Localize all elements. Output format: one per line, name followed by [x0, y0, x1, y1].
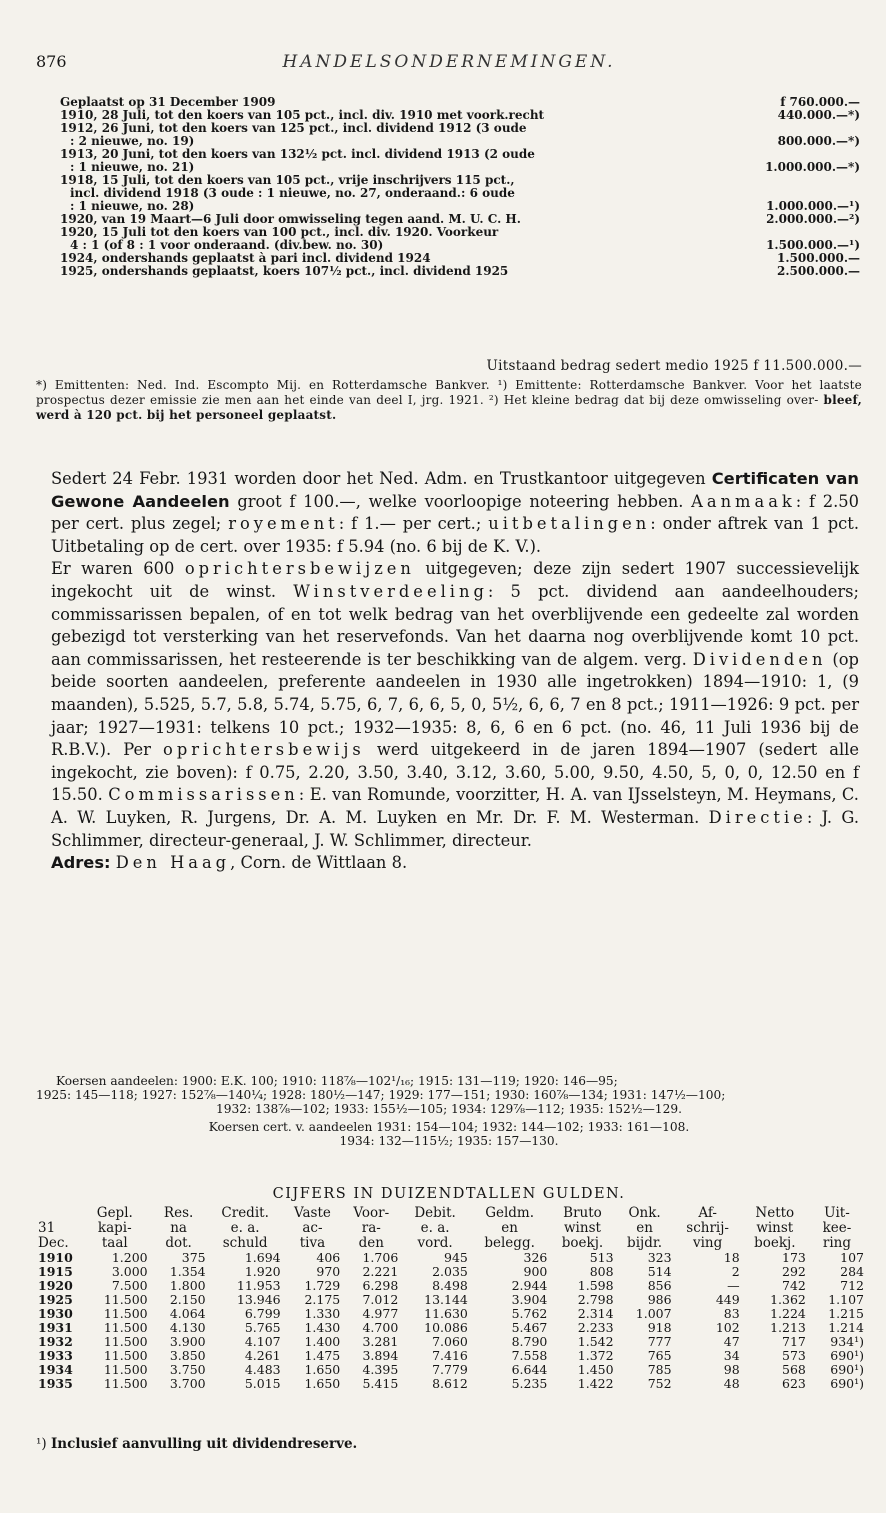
table-header-cell: ra- [361, 1220, 381, 1236]
table-cell: 1.330 [304, 1306, 341, 1321]
table-cell: 11.500 [103, 1334, 148, 1349]
table-header-cell: schuld [222, 1235, 268, 1251]
table-row [36, 1363, 866, 1377]
cijfers-title: CIJFERS IN DUIZENDTALLEN GULDEN. [272, 1186, 626, 1202]
table-cell: 48 [723, 1376, 740, 1391]
table-cell: 7.416 [432, 1348, 468, 1363]
table-header-cell: Vaste [294, 1205, 331, 1221]
history-row [60, 265, 860, 278]
page-header [36, 52, 862, 76]
table-cell: 690¹) [830, 1376, 864, 1391]
term-aanmaak: Aanmaak [691, 491, 796, 511]
table-cell: 3.894 [362, 1348, 399, 1363]
footnote-text: Inclusief aanvulling uit dividendreserve. [50, 1436, 358, 1452]
table-header-cell: ring [822, 1235, 851, 1251]
table-cell: 3.850 [169, 1348, 206, 1363]
term-uitbetalingen: uitbetalingen [488, 514, 651, 534]
history-amount: 1.500.000.— [777, 251, 860, 265]
table-cell: 1.800 [169, 1278, 206, 1293]
table-cell: 5.762 [511, 1306, 548, 1321]
body-text [51, 468, 859, 875]
history-row [60, 174, 860, 187]
table-row [36, 1265, 866, 1279]
table-cell: 945 [444, 1250, 468, 1265]
table-cell: 4.064 [169, 1306, 206, 1321]
text-run: : 5 pct. dividend aan aandeelhouders; commissarissen bepalen, of en tot welk bedrag van het overblijvende een gedeelte zal worden gebezigd tot versterking van het reservefonds. Van het daarna nog overblijvende komt 10 pct. aan commissarissen, het resteerende is ter beschikking van de algem. verg. [51, 581, 859, 669]
term-dividenden: Dividenden [692, 649, 827, 669]
table-header-cell: Credit. [221, 1205, 269, 1221]
table-year-cell: 1935 [38, 1376, 73, 1391]
table-cell: 5.235 [511, 1376, 548, 1391]
history-text: Geplaatst op 31 December 1909 [60, 96, 276, 109]
text-run: : f 2.50 per cert. plus zegel; [51, 491, 859, 534]
history-row [60, 252, 860, 265]
table-header-cell: ac- [302, 1220, 323, 1236]
table-cell: 8.612 [432, 1376, 468, 1391]
table-cell: 1.542 [577, 1334, 614, 1349]
history-text: 1925, ondershands geplaatst, koers 107½ pct., incl. dividend 1925 [60, 265, 509, 278]
table-cell: 11.500 [103, 1292, 148, 1307]
table-cell: 3.000 [111, 1264, 148, 1279]
history-row [60, 122, 860, 135]
table-cell: 13.144 [424, 1292, 468, 1307]
table-cell: 752 [647, 1376, 672, 1391]
koersen-line: 1932: 138⅞—102; 1933: 155½—105; 1934: 129⅞—112; 1935: 152½—129. [216, 1102, 682, 1116]
table-cell: 18 [723, 1250, 740, 1265]
table-cell: 3.700 [169, 1376, 206, 1391]
table-header-cell: winst [564, 1220, 601, 1236]
table-year-cell: 1920 [38, 1278, 73, 1293]
koersen-line: 1925: 145—118; 1927: 152⅞—140¼; 1928: 180½—147; 1929: 177—151; 1930: 160⅞—134; 1931: 147½—100; [36, 1088, 726, 1102]
table-header-cell: e. a. [230, 1220, 260, 1236]
table-cell: 11.500 [103, 1306, 148, 1321]
table-cell: 1.354 [169, 1264, 206, 1279]
table-header-row [36, 1236, 866, 1251]
table-header-cell: e. a. [420, 1220, 450, 1236]
table-cell: 449 [715, 1292, 740, 1307]
table-cell: 785 [647, 1362, 672, 1377]
table-cell: 1.224 [770, 1306, 806, 1321]
footnote-text-bold: bleef, werd à 120 pct. bij het personeel geplaatst. [36, 393, 862, 422]
running-title: HANDELSONDERNEMINGEN. [282, 52, 616, 72]
table-cell: 2 [731, 1264, 740, 1279]
table-cell: 10.086 [424, 1320, 468, 1335]
history-text: 1913, 20 Juni, tot den koers van 132½ pct. incl. dividend 1913 (2 oude [60, 148, 535, 161]
table-cell: 13.946 [236, 1292, 281, 1307]
table-cell: 102 [715, 1320, 740, 1335]
table-year-cell: 1931 [38, 1320, 73, 1335]
table-cell: 4.977 [362, 1306, 399, 1321]
table-header-cell: Geldm. [485, 1205, 535, 1221]
text-run: uitgegeven; deze zijn sedert 1907 successievelijk ingekocht uit de winst. [51, 559, 859, 601]
table-cell: 4.483 [244, 1362, 281, 1377]
table-cell: 777 [647, 1334, 672, 1349]
outstanding-amount: Uitstaand bedrag sedert medio 1925 f 11.500.000.— [486, 358, 862, 374]
table-cell: 1.214 [828, 1320, 864, 1335]
table-cell: 284 [840, 1264, 864, 1279]
table-cell: 712 [840, 1278, 864, 1293]
table-cell: 6.799 [244, 1306, 281, 1321]
history-text: 1924, ondershands geplaatst à pari incl. dividend 1924 [60, 252, 431, 265]
table-cell: 173 [782, 1250, 806, 1265]
table-cell: 1.215 [828, 1306, 864, 1321]
table-header-cell: Onk. [628, 1205, 661, 1221]
table-cell: 970 [316, 1264, 341, 1279]
table-cell: 1.430 [304, 1320, 341, 1335]
table-cell: 4.130 [169, 1320, 206, 1335]
table-header-cell: Dec. [38, 1235, 69, 1251]
table-cell: 918 [647, 1320, 672, 1335]
history-row [60, 161, 860, 174]
table-cell: 808 [589, 1264, 614, 1279]
text-run: Er waren 600 [51, 559, 185, 579]
table-cell: 7.558 [511, 1348, 548, 1363]
table-cell: 1.694 [244, 1250, 281, 1265]
table-header-cell: vord. [417, 1235, 453, 1251]
footnote-emittenten [36, 378, 862, 423]
table-cell: 1.107 [828, 1292, 864, 1307]
table-cell: 1.422 [577, 1376, 614, 1391]
history-text: incl. dividend 1918 (3 oude : 1 nieuwe, no. 27, onderaand.: 6 oude [70, 187, 515, 200]
table-row [36, 1377, 866, 1391]
table-row [36, 1251, 866, 1265]
table-cell: 568 [782, 1362, 806, 1377]
table-header-row [36, 1221, 866, 1236]
table-cell: 11.500 [103, 1362, 148, 1377]
table-cell: 4.395 [362, 1362, 399, 1377]
history-row [60, 109, 860, 122]
history-amount: 2.500.000.— [777, 264, 860, 278]
table-row [36, 1293, 866, 1307]
table-year-cell: 1915 [38, 1264, 73, 1279]
table-cell: 7.779 [432, 1362, 468, 1377]
table-header-cell: Bruto [563, 1205, 602, 1221]
history-text: 1918, 15 Juli, tot den koers van 105 pct., vrije inschrijvers 115 pct., [60, 174, 515, 187]
koersen-cert-line: 1934: 132—115½; 1935: 157—130. [339, 1134, 559, 1148]
issue-history [60, 96, 860, 278]
footnote-dividendreserve [36, 1436, 357, 1452]
table-cell: 765 [647, 1348, 672, 1363]
history-amount: 1.500.000.—¹) [766, 238, 860, 252]
table-year-cell: 1932 [38, 1334, 73, 1349]
table-header-cell: en [501, 1220, 518, 1236]
term-commissarissen: Commissarissen [108, 785, 299, 805]
table-cell: 1.372 [577, 1348, 614, 1363]
table-cell: 1.213 [770, 1320, 806, 1335]
table-cell: 573 [782, 1348, 806, 1363]
table-cell: 11.630 [424, 1306, 468, 1321]
history-row [60, 239, 860, 252]
text-run: : onder aftrek van 1 pct. Uitbetaling op de cert. over 1935: f 5.94 (no. 6 bij de K. V.). [51, 514, 859, 556]
paragraph-adres [51, 852, 859, 875]
page-number: 876 [36, 52, 67, 71]
table-row [36, 1307, 866, 1321]
table-cell: 7.060 [432, 1334, 468, 1349]
table-cell: 2.150 [169, 1292, 206, 1307]
table-header-cell: bijdr. [627, 1235, 663, 1251]
table-year-cell: 1934 [38, 1362, 73, 1377]
table-cell: — [727, 1278, 740, 1293]
table-cell: 8.498 [432, 1278, 468, 1293]
table-header-cell: tiva [299, 1235, 326, 1251]
table-cell: 690¹) [830, 1362, 864, 1377]
table-cell: 1.450 [577, 1362, 614, 1377]
table-header-cell: taal [101, 1235, 128, 1251]
table-cell: 98 [723, 1362, 740, 1377]
history-row [60, 213, 860, 226]
table-cell: 3.904 [511, 1292, 548, 1307]
history-text: 1912, 26 Juni, tot den koers van 125 pct., incl. dividend 1912 (3 oude [60, 122, 527, 135]
table-cell: 934¹) [830, 1334, 864, 1349]
table-header-cell: Res. [163, 1205, 194, 1221]
table-cell: 7.012 [362, 1292, 399, 1307]
footnote-mark: ¹) [36, 1436, 47, 1452]
table-cell: 742 [782, 1278, 806, 1293]
history-amount: 1.000.000.—¹) [766, 199, 860, 213]
table-cell: 3.900 [169, 1334, 206, 1349]
table-year-cell: 1933 [38, 1348, 73, 1363]
table-cell: 47 [723, 1334, 740, 1349]
table-header-cell: Debit. [414, 1205, 456, 1221]
table-year-cell: 1930 [38, 1306, 73, 1321]
history-text: 1910, 28 Juli, tot den koers van 105 pct., incl. div. 1910 met voork.recht [60, 109, 545, 122]
table-header-cell: Uit- [824, 1205, 850, 1221]
table-cell: 11.500 [103, 1376, 148, 1391]
table-cell: 375 [181, 1250, 206, 1265]
table-cell: 326 [523, 1250, 548, 1265]
table-cell: 623 [782, 1376, 806, 1391]
table-cell: 2.035 [432, 1264, 468, 1279]
history-amount: 2.000.000.—²) [766, 212, 860, 226]
table-row [36, 1279, 866, 1293]
table-header-cell: dot. [165, 1235, 192, 1251]
term-oprichtersbewijs: oprichtersbewijs [163, 740, 365, 760]
table-cell: 323 [647, 1250, 672, 1265]
history-amount: 800.000.—*) [777, 134, 860, 148]
footnote-text: *) Emittenten: Ned. Ind. Escompto Mij. en Rotterdamsche Bankver. ¹) Emittente: Rotterdamsche Bankver. Voor het laatste prospectus dezer emissie zie men aan het einde van deel I, jrg. 1921. ²) Het kleine bedrag dat bij deze omwisseling over- [36, 378, 862, 407]
table-header-cell: kee- [822, 1220, 852, 1236]
table-cell: 1.729 [304, 1278, 341, 1293]
history-text: : 1 nieuwe, no. 21) [70, 161, 195, 174]
history-row [60, 135, 860, 148]
table-cell: 3.750 [169, 1362, 206, 1377]
table-cell: 11.500 [103, 1348, 148, 1363]
text-run: : J. G. Schlimmer, directeur-generaal, J. W. Schlimmer, directeur. [51, 807, 860, 850]
table-cell: 83 [723, 1306, 740, 1321]
adres-label: Adres: [51, 853, 111, 873]
term-directie: Directie [708, 807, 807, 827]
table-year-cell: 1925 [38, 1292, 73, 1307]
table-cell: 1.362 [770, 1292, 806, 1307]
history-text: 1920, 15 Juli tot den koers van 100 pct., incl. div. 1920. Voorkeur [60, 226, 499, 239]
table-header-cell: kapi- [97, 1220, 132, 1236]
adres-city: Den Haag [115, 853, 231, 873]
text-run: (op beide soorten aandeelen, preferente aandeelen in 1930 alle ingetrokken) 1894—1910: 1, (9 maanden), 5.525, 5.7, 5.8, 5.74, 5.75, 6, 7, 6, 6, 5, 0, 5½, 6, 6, 7 en 8 pct.; 1911—1926: 9 pct. per jaar; 1927—1931: telkens 10 pct.; 1932—1935: 8, 6, 6 en 6 pct. (no. 46, 11 Juli 1936 bij de R.B.V.). Per [51, 649, 859, 760]
table-cell: 1.007 [635, 1306, 672, 1321]
table-cell: 1.400 [304, 1334, 341, 1349]
table-cell: 11.953 [236, 1278, 281, 1293]
table-cell: 8.790 [511, 1334, 548, 1349]
table-cell: 717 [782, 1334, 806, 1349]
table-cell: 900 [523, 1264, 548, 1279]
term-winstverdeeling: Winstverdeeling [293, 581, 488, 601]
table-cell: 4.261 [244, 1348, 281, 1363]
table-cell: 1.920 [244, 1264, 281, 1279]
history-row [60, 96, 860, 109]
text-run: : f 1.— per cert.; [338, 514, 489, 534]
table-cell: 5.015 [244, 1376, 281, 1391]
table-header-cell: 31 [38, 1220, 56, 1236]
table-cell: 1.475 [304, 1348, 341, 1363]
history-amount: f 760.000.— [780, 95, 860, 109]
table-header-row [36, 1206, 866, 1221]
koersen-line: Koersen aandeelen: 1900: E.K. 100; 1910: 118⅞—102¹/₁₆; 1915: 131—119; 1920: 146—95; [56, 1074, 618, 1088]
table-year-cell: 1910 [38, 1250, 73, 1265]
table-cell: 1.706 [362, 1250, 399, 1265]
table-cell: 406 [316, 1250, 341, 1265]
history-text: : 2 nieuwe, no. 19) [70, 135, 195, 148]
table-row [36, 1335, 866, 1349]
table-header-cell: ving [692, 1235, 723, 1251]
table-cell: 5.765 [244, 1320, 281, 1335]
table-header-cell: na [170, 1220, 187, 1236]
table-cell: 2.314 [577, 1306, 614, 1321]
text-run: : E. van Romunde, voorzitter, H. A. van IJsselsteyn, M. Heymans, C. A. W. Luyken, R. Jurgens, Dr. A. M. Luyken en Mr. Dr. F. M. Westerman. [51, 785, 859, 827]
history-text: 1920, van 19 Maart—6 Juli door omwisseling tegen aand. M. U. C. H. [60, 213, 521, 226]
table-cell: 2.175 [304, 1292, 341, 1307]
cijfers-table [36, 1206, 866, 1391]
table-cell: 1.650 [304, 1376, 341, 1391]
table-header-cell: boekj. [754, 1235, 796, 1251]
table-cell: 11.500 [103, 1320, 148, 1335]
table-header-cell: schrij- [686, 1220, 729, 1236]
table-cell: 6.644 [511, 1362, 548, 1377]
table-row [36, 1321, 866, 1335]
history-amount: 1.000.000.—*) [765, 160, 860, 174]
text-run: werd uitgekeerd in de jaren 1894—1907 (sedert alle ingekocht, zie boven): f 0.75, 2.20, 3.50, 3.40, 3.12, 3.60, 5.00, 9.50, 4.50, 5, 0, 0, 12.50 en f 15.50. [51, 740, 859, 805]
table-cell: 2.221 [362, 1264, 399, 1279]
history-row [60, 200, 860, 213]
table-header-cell [36, 1206, 80, 1221]
history-text: 4 : 1 (of 8 : 1 voor onderaand. (div.bew. no. 30) [70, 239, 384, 252]
history-amount: 440.000.—*) [777, 108, 860, 122]
table-header-cell: Voor- [353, 1205, 390, 1221]
history-text: : 1 nieuwe, no. 28) [70, 200, 195, 213]
table-cell: 2.233 [577, 1320, 614, 1335]
adres-street: , Corn. de Wittlaan 8. [230, 853, 408, 873]
table-cell: 34 [723, 1348, 740, 1363]
table-cell: 1.598 [577, 1278, 614, 1293]
text-run: Sedert 24 Febr. 1931 worden door het Ned. Adm. en Trustkantoor uitgegeven [51, 469, 712, 488]
table-cell: 4.700 [362, 1320, 399, 1335]
table-cell: 2.798 [577, 1292, 614, 1307]
koersen-block [36, 1074, 862, 1148]
table-row [36, 1349, 866, 1363]
paragraph-oprichters [51, 558, 859, 852]
table-header-cell: en [636, 1220, 653, 1236]
table-header-cell: Netto [755, 1205, 795, 1221]
history-row [60, 187, 860, 200]
text-run: groot f 100.—, welke voorloopige noteering hebben. [229, 491, 692, 511]
table-cell: 1.200 [111, 1250, 148, 1265]
table-cell: 7.500 [111, 1278, 148, 1293]
table-cell: 1.650 [304, 1362, 341, 1377]
table-cell: 107 [840, 1250, 864, 1265]
paragraph-certificaten [51, 468, 859, 558]
table-cell: 6.298 [362, 1278, 399, 1293]
table-header-cell: winst [756, 1220, 794, 1236]
table-cell: 513 [589, 1250, 614, 1265]
koersen-cert-line: Koersen cert. v. aandeelen 1931: 154—104; 1932: 144—102; 1933: 161—108. [208, 1120, 690, 1134]
history-row [60, 148, 860, 161]
table-header-cell: den [358, 1235, 384, 1251]
heading-certificaten: Certificaten van Gewone Aandeelen [51, 469, 859, 511]
table-header-cell: belegg. [484, 1235, 535, 1251]
table-cell: 514 [647, 1264, 672, 1279]
table-cell: 690¹) [830, 1348, 864, 1363]
table-cell: 2.944 [511, 1278, 548, 1293]
table-header-cell: boekj. [561, 1235, 604, 1251]
table-cell: 5.467 [511, 1320, 548, 1335]
table-cell: 5.415 [362, 1376, 399, 1391]
term-royement: royement [228, 514, 339, 534]
history-row [60, 226, 860, 239]
table-cell: 4.107 [244, 1334, 281, 1349]
table-header-cell: Gepl. [96, 1205, 133, 1221]
history-amount [748, 174, 860, 187]
table-cell: 986 [647, 1292, 672, 1307]
term-oprichtersbewijzen: oprichtersbewijzen [184, 559, 415, 579]
table-cell: 856 [647, 1278, 672, 1293]
table-cell: 3.281 [362, 1334, 399, 1349]
table-cell: 292 [782, 1264, 806, 1279]
table-header-cell: Af- [698, 1205, 717, 1221]
